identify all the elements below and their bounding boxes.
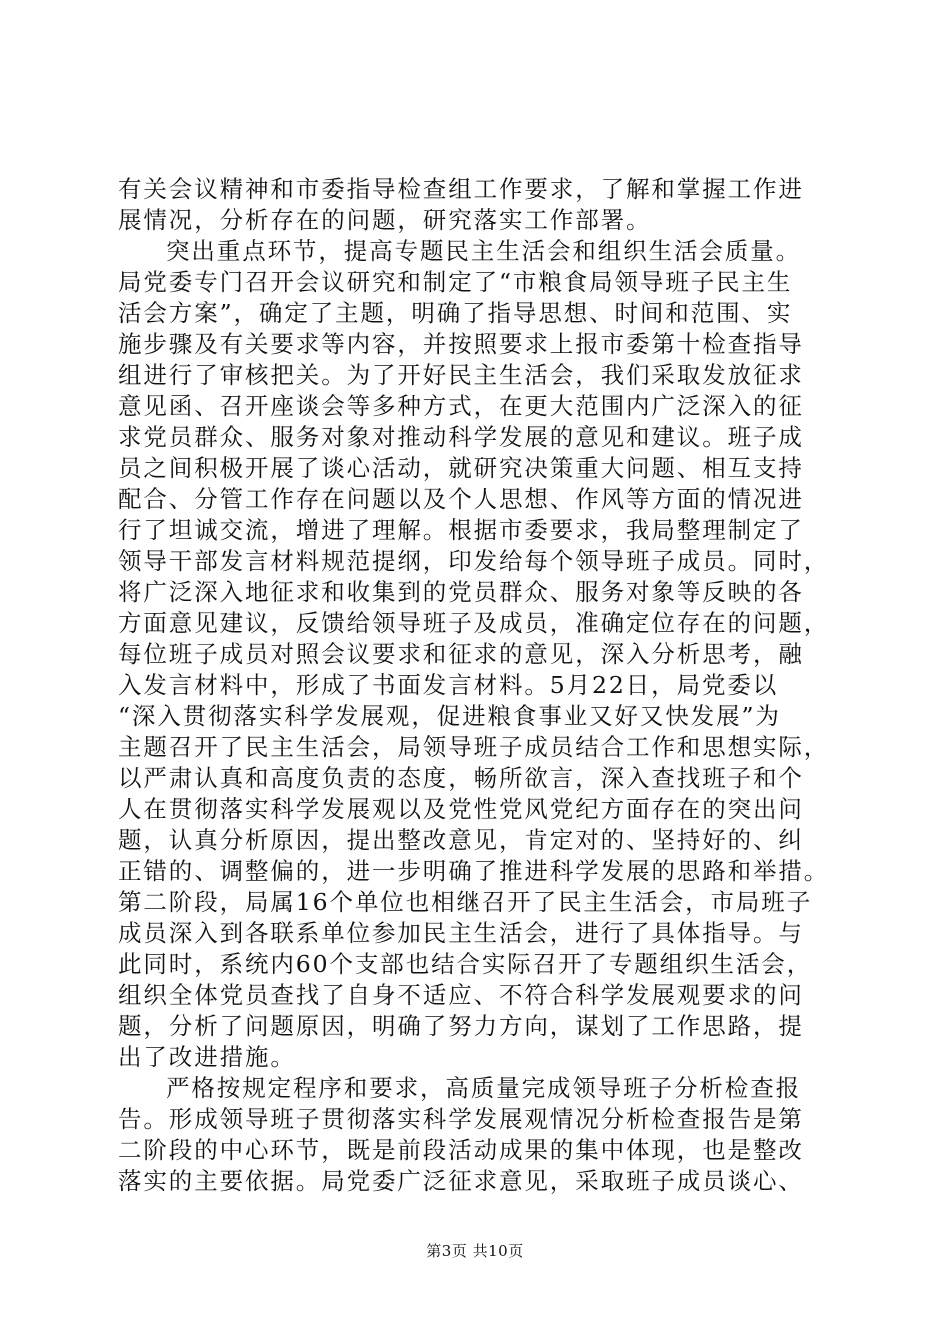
text-line: 第二阶段，局属16个单位也相继召开了民主生活会，市局班子 bbox=[118, 888, 813, 916]
text-line: “深入贯彻落实科学发展观，促进粮食事业又好又快发展”为 bbox=[118, 702, 781, 730]
paragraph-start-line: 严格按规定程序和要求，高质量完成领导班子分析检查报 bbox=[166, 1074, 801, 1102]
text-line: 入发言材料中，形成了书面发言材料。5月22日，局党委以 bbox=[118, 671, 779, 699]
text-line: 领导干部发言材料规范提纲，印发给每个领导班子成员。同时， bbox=[118, 547, 830, 575]
text-line: 组织全体党员查找了自身不适应、不符合科学发展观要求的问 bbox=[118, 981, 804, 1009]
text-line: 意见函、召开座谈会等多种方式，在更大范围内广泛深入的征 bbox=[118, 392, 804, 420]
text-line: 成员深入到各联系单位参加民主生活会，进行了具体指导。与 bbox=[118, 919, 804, 947]
text-line: 求党员群众、服务对象对推动科学发展的意见和建议。班子成 bbox=[118, 423, 804, 451]
text-line: 落实的主要依据。局党委广泛征求意见，采取班子成员谈心、 bbox=[118, 1167, 804, 1195]
text-line: 题，认真分析原因，提出整改意见，肯定对的、坚持好的、纠 bbox=[118, 826, 804, 854]
text-line: 局党委专门召开会议研究和制定了“市粮食局领导班子民主生 bbox=[118, 268, 793, 296]
text-line: 展情况，分析存在的问题，研究落实工作部署。 bbox=[118, 206, 652, 234]
text-line: 行了坦诚交流，增进了理解。根据市委要求，我局整理制定了 bbox=[118, 516, 804, 544]
text-line: 组进行了审核把关。为了开好民主生活会，我们采取发放征求 bbox=[118, 361, 804, 389]
text-line: 配合、分管工作存在问题以及个人思想、作风等方面的情况进 bbox=[118, 485, 804, 513]
text-line: 施步骤及有关要求等内容，并按照要求上报市委第十检查指导 bbox=[118, 330, 804, 358]
text-line: 人在贯彻落实科学发展观以及党性党风党纪方面存在的突出问 bbox=[118, 795, 804, 823]
text-line: 主题召开了民主生活会，局领导班子成员结合工作和思想实际， bbox=[118, 733, 830, 761]
text-line: 将广泛深入地征求和收集到的党员群众、服务对象等反映的各 bbox=[118, 578, 804, 606]
text-line: 题，分析了问题原因，明确了努力方向，谋划了工作思路，提 bbox=[118, 1012, 804, 1040]
text-line: 此同时，系统内60个支部也结合实际召开了专题组织生活会， bbox=[118, 950, 813, 978]
text-line: 告。形成领导班子贯彻落实科学发展观情况分析检查报告是第 bbox=[118, 1105, 804, 1133]
text-line: 方面意见建议，反馈给领导班子及成员，准确定位存在的问题， bbox=[118, 609, 830, 637]
text-line: 出了改进措施。 bbox=[118, 1043, 296, 1071]
text-line: 每位班子成员对照会议要求和征求的意见，深入分析思考，融 bbox=[118, 640, 804, 668]
text-line: 以严肃认真和高度负责的态度，畅所欲言，深入查找班子和个 bbox=[118, 764, 804, 792]
text-line: 活会方案”，确定了主题，明确了指导思想、时间和范围、实 bbox=[118, 299, 793, 327]
paragraph-start-line: 突出重点环节，提高专题民主生活会和组织生活会质量。 bbox=[166, 237, 801, 265]
text-line: 有关会议精神和市委指导检查组工作要求，了解和掌握工作进 bbox=[118, 175, 804, 203]
text-line: 二阶段的中心环节，既是前段活动成果的集中体现，也是整改 bbox=[118, 1136, 804, 1164]
text-line: 员之间积极开展了谈心活动，就研究决策重大问题、相互支持 bbox=[118, 454, 804, 482]
text-line: 正错的、调整偏的，进一步明确了推进科学发展的思路和举措。 bbox=[118, 857, 830, 885]
page-number-footer: 第3页 共10页 bbox=[426, 1242, 524, 1260]
